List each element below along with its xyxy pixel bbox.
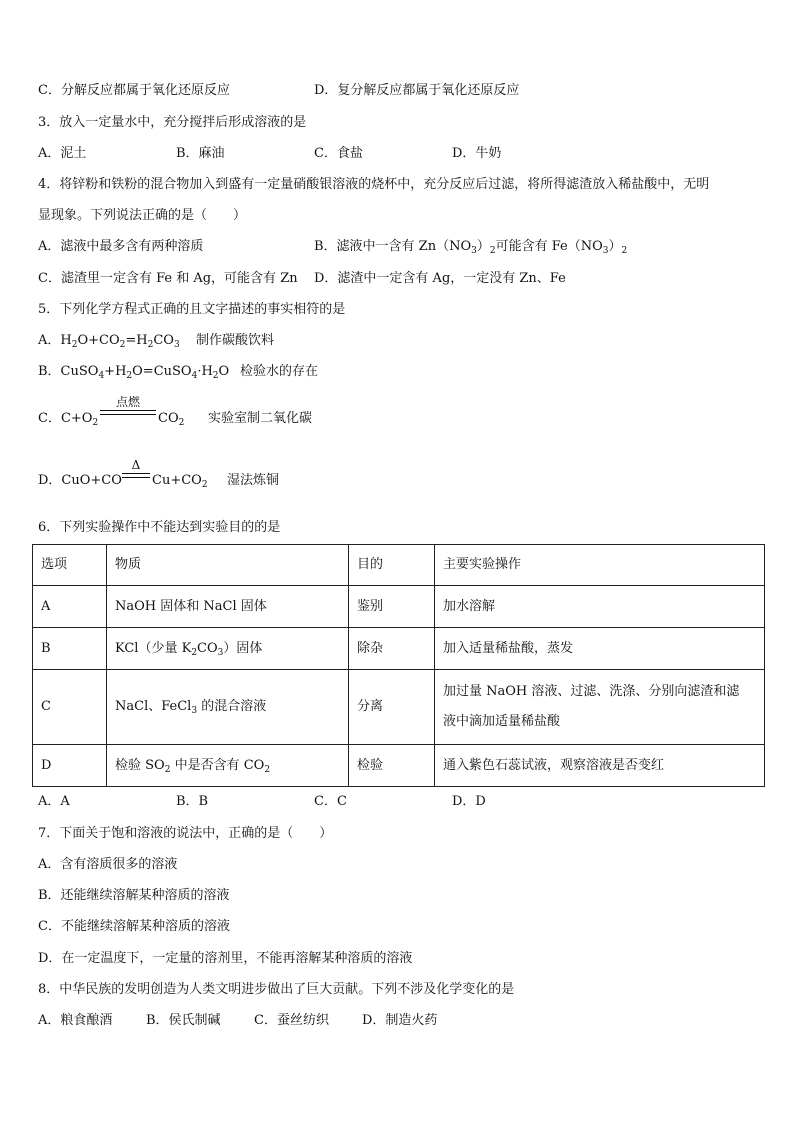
q2-option-d: D．复分解反应都属于氧化还原反应 — [314, 83, 520, 98]
cell-purpose: 鉴别 — [349, 586, 435, 628]
q6-option-c: C．C — [314, 794, 347, 809]
cell-operation: 通入紫色石蕊试液，观察溶液是否变红 — [435, 745, 765, 787]
table-row — [33, 745, 765, 787]
q2-option-c: C．分解反应都属于氧化还原反应 — [38, 83, 230, 98]
q4-option-d: D．滤渣中一定含有 Ag，一定没有 Zn、Fe — [314, 271, 566, 286]
q8-option-b: B．侯氏制碱 — [146, 1013, 221, 1028]
q5-option-a-description: 制作碳酸饮料 — [196, 333, 275, 348]
q4-stem-line2: 显现象。下列说法正确的是（ ） — [38, 208, 247, 223]
q5-option-c-left: C．$C+O_2$ — [38, 411, 99, 428]
q5-option-c-description: 实验室制二氧化碳 — [208, 411, 313, 426]
header-operation: 主要实验操作 — [435, 545, 765, 586]
q8-option-c: C．蚕丝纺织 — [254, 1013, 329, 1028]
cell-operation: 加入适量稀盐酸，蒸发 — [435, 628, 765, 670]
cell-option: C — [33, 670, 107, 745]
q8-option-a: A．粮食酿酒 — [38, 1013, 113, 1028]
q3-option-b: B．麻油 — [176, 146, 225, 161]
q4-option-c: C．滤渣里一定含有 Fe 和 Ag，可能含有 Zn — [38, 271, 298, 286]
q4-stem-line1: 4．将锌粉和铁粉的混合物加入到盛有一定量硝酸银溶液的烧杯中，充分反应后过滤，将所得滤渣放入稀盐酸中，无明 — [38, 177, 710, 192]
q7-option-c: C．不能继续溶解某种溶质的溶液 — [38, 919, 230, 934]
cell-purpose: 检验 — [349, 745, 435, 787]
q5-option-b-equation: B．$CuSO_4+H_2O=CuSO_4\cdot H_2O$ — [38, 364, 230, 381]
q6-option-d: D．D — [452, 794, 486, 809]
table-header-row — [33, 545, 765, 586]
q8-stem: 8．中华民族的发明创造为人类文明进步做出了巨大贡献。下列不涉及化学变化的是 — [38, 982, 515, 997]
q8-option-d: D．制造火药 — [362, 1013, 438, 1028]
cell-substance: KCl（少量 $K_2CO_3$）固体 — [107, 628, 349, 670]
q5-option-d-left: D．CuO+CO — [38, 473, 122, 488]
q7-option-d: D．在一定温度下，一定量的溶剂里，不能再溶解某种溶质的溶液 — [38, 951, 413, 966]
table-row — [33, 670, 765, 745]
q5-option-d-right: $Cu+CO_2$ — [152, 473, 208, 490]
q7-option-b: B．还能继续溶解某种溶质的溶液 — [38, 888, 230, 903]
q5-option-b-description: 检验水的存在 — [240, 364, 319, 379]
header-option: 选项 — [33, 545, 107, 586]
q5-option-d-description: 湿法炼铜 — [227, 473, 280, 488]
q5-stem: 5．下列化学方程式正确的且文字描述的事实相符的是 — [38, 302, 346, 317]
table-row — [33, 586, 765, 628]
cell-option: A — [33, 586, 107, 628]
cell-option: B — [33, 628, 107, 670]
q5-option-c-condition: 点燃 — [100, 396, 156, 416]
q7-option-a: A．含有溶质很多的溶液 — [38, 857, 178, 872]
q3-stem: 3．放入一定量水中，充分搅拌后形成溶液的是 — [38, 115, 307, 130]
cell-substance: 检验 $SO_2$ 中是否含有 $CO_2$ — [107, 745, 349, 787]
q4-option-a: A．滤液中最多含有两种溶质 — [38, 239, 204, 254]
header-substance: 物质 — [107, 545, 349, 586]
q6-option-b: B．B — [176, 794, 209, 809]
cell-operation: 加过量 NaOH 溶液、过滤、洗涤、分别向滤渣和滤 液中滴加适量稀盐酸 — [435, 670, 765, 745]
table-row — [33, 628, 765, 670]
q6-option-a: A．A — [38, 794, 70, 809]
q6-stem: 6．下列实验操作中不能达到实验目的的是 — [38, 520, 281, 535]
cell-operation: 加水溶解 — [435, 586, 765, 628]
q5-option-a-equation: A．$H_2O+CO_2=H_2CO_3$ — [38, 333, 180, 350]
q3-option-d: D．牛奶 — [452, 146, 502, 161]
cell-substance: NaOH 固体和 NaCl 固体 — [107, 586, 349, 628]
cell-substance: NaCl、FeCl$_3$ 的混合溶液 — [107, 670, 349, 745]
q5-option-c-right: $CO_2$ — [158, 411, 185, 428]
cell-purpose: 分离 — [349, 670, 435, 745]
q5-option-d-condition: Δ — [122, 459, 150, 479]
q7-stem: 7．下面关于饱和溶液的说法中，正确的是（ ） — [38, 826, 333, 841]
cell-option: D — [33, 745, 107, 787]
q4-option-b: B．滤液中一含有 $Zn(NO_3)_2$可能含有 $Fe(NO_3)_2$ — [314, 239, 628, 256]
q3-option-c: C．食盐 — [314, 146, 363, 161]
cell-purpose: 除杂 — [349, 628, 435, 670]
q3-option-a: A．泥土 — [38, 146, 87, 161]
header-purpose: 目的 — [349, 545, 435, 586]
q6-table — [32, 544, 765, 787]
